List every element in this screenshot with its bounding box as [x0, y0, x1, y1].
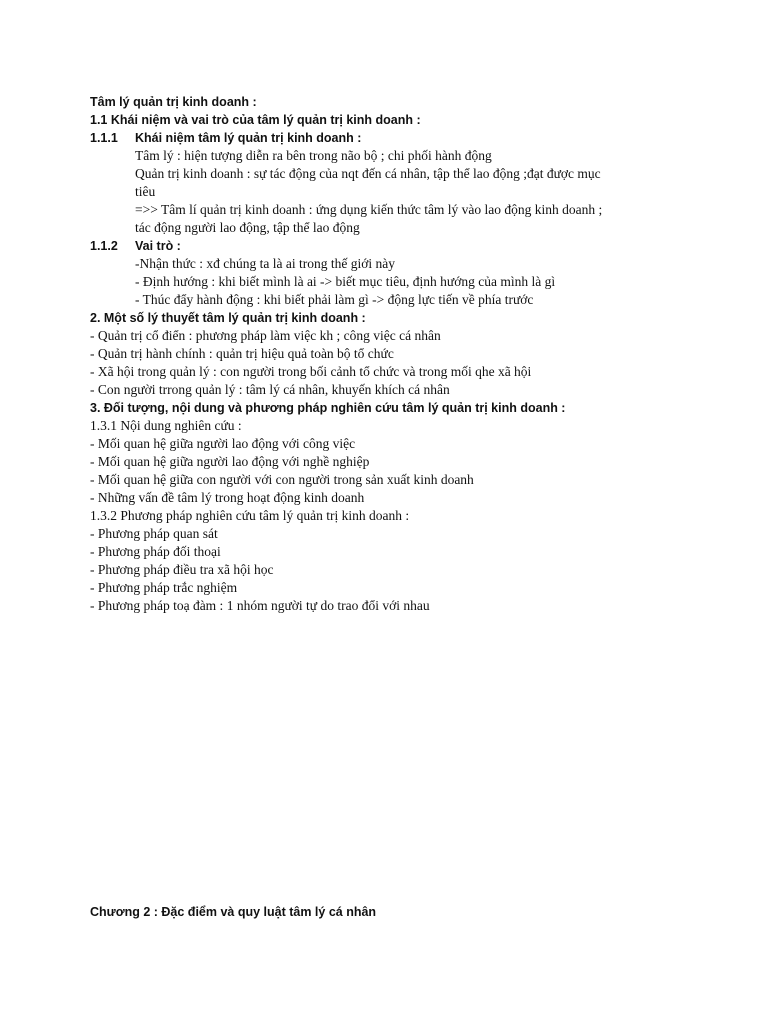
list-item: - Phương pháp toạ đàm : 1 nhóm người tự do trao đổi với nhau	[90, 598, 430, 613]
list-item: - Phương pháp trắc nghiệm	[90, 580, 238, 595]
paragraph-line: tiêu	[135, 184, 156, 199]
list-item: -Nhận thức : xđ chúng ta là ai trong thế giới này	[135, 256, 396, 271]
chapter-2-heading: Chương 2 : Đặc điểm và quy luật tâm lý cá nhân	[90, 905, 377, 919]
list-item: - Con người trrong quản lý : tâm lý cá nhân, khuyến khích cá nhân	[90, 382, 450, 397]
section-number: 1.1.2	[90, 239, 118, 253]
paragraph-line: Tâm lý : hiện tượng diễn ra bên trong não bộ ; chi phối hành động	[135, 148, 492, 163]
list-item: - Quản trị hành chính : quản trị hiệu quả toàn bộ tổ chức	[90, 346, 394, 361]
paragraph-line: =>> Tâm lí quản trị kinh doanh : ứng dụng kiến thức tâm lý vào lao động kinh doanh ;	[135, 202, 603, 217]
section-title: Vai trò :	[135, 239, 181, 253]
subsection-heading: 1.3.2 Phương pháp nghiên cứu tâm lý quản trị kinh doanh :	[90, 508, 410, 523]
section-1-1-1-heading	[90, 129, 700, 147]
list-item: - Những vấn đề tâm lý trong hoạt động kinh doanh	[90, 490, 365, 505]
paragraph-line: tác động người lao động, tập thể lao động	[135, 220, 360, 235]
list-item: - Phương pháp đối thoại	[90, 544, 221, 559]
section-1-1-heading: 1.1 Khái niệm và vai trò của tâm lý quản trị kinh doanh :	[90, 113, 421, 127]
list-item: - Mối quan hệ giữa người lao động với nghề nghiệp	[90, 454, 370, 469]
list-item: - Mối quan hệ giữa người lao động với công việc	[90, 436, 356, 451]
list-item: - Xã hội trong quản lý : con người trong bối cảnh tổ chức và trong mối qhe xã hội	[90, 364, 532, 379]
list-item: - Định hướng : khi biết mình là ai -> biết mục tiêu, định hướng của mình là gì	[135, 274, 556, 289]
paragraph-line: Quản trị kinh doanh : sự tác động của nqt đến cá nhân, tập thể lao động ;đạt được mục	[135, 166, 601, 181]
document-title: Tâm lý quản trị kinh doanh :	[90, 95, 257, 109]
list-item: - Mối quan hệ giữa con người với con người trong sản xuất kinh doanh	[90, 472, 474, 487]
list-item: - Phương pháp quan sát	[90, 526, 218, 541]
list-item: - Phương pháp điều tra xã hội học	[90, 562, 274, 577]
list-item: - Quản trị cổ điển : phương pháp làm việc kh ; công việc cá nhân	[90, 328, 441, 343]
section-number: 1.1.1	[90, 131, 118, 145]
section-1-1-2-heading	[90, 237, 700, 255]
subsection-heading: 1.3.1 Nội dung nghiên cứu :	[90, 418, 242, 433]
section-title: Khái niệm tâm lý quản trị kinh doanh :	[135, 131, 362, 145]
section-3-heading: 3. Đối tượng, nội dung và phương pháp nghiên cứu tâm lý quản trị kinh doanh :	[90, 401, 566, 415]
list-item: - Thúc đẩy hành động : khi biết phải làm gì -> động lực tiến về phía trước	[135, 292, 534, 307]
section-2-heading: 2. Một số lý thuyết tâm lý quản trị kinh doanh :	[90, 311, 366, 325]
document-body	[90, 93, 700, 615]
